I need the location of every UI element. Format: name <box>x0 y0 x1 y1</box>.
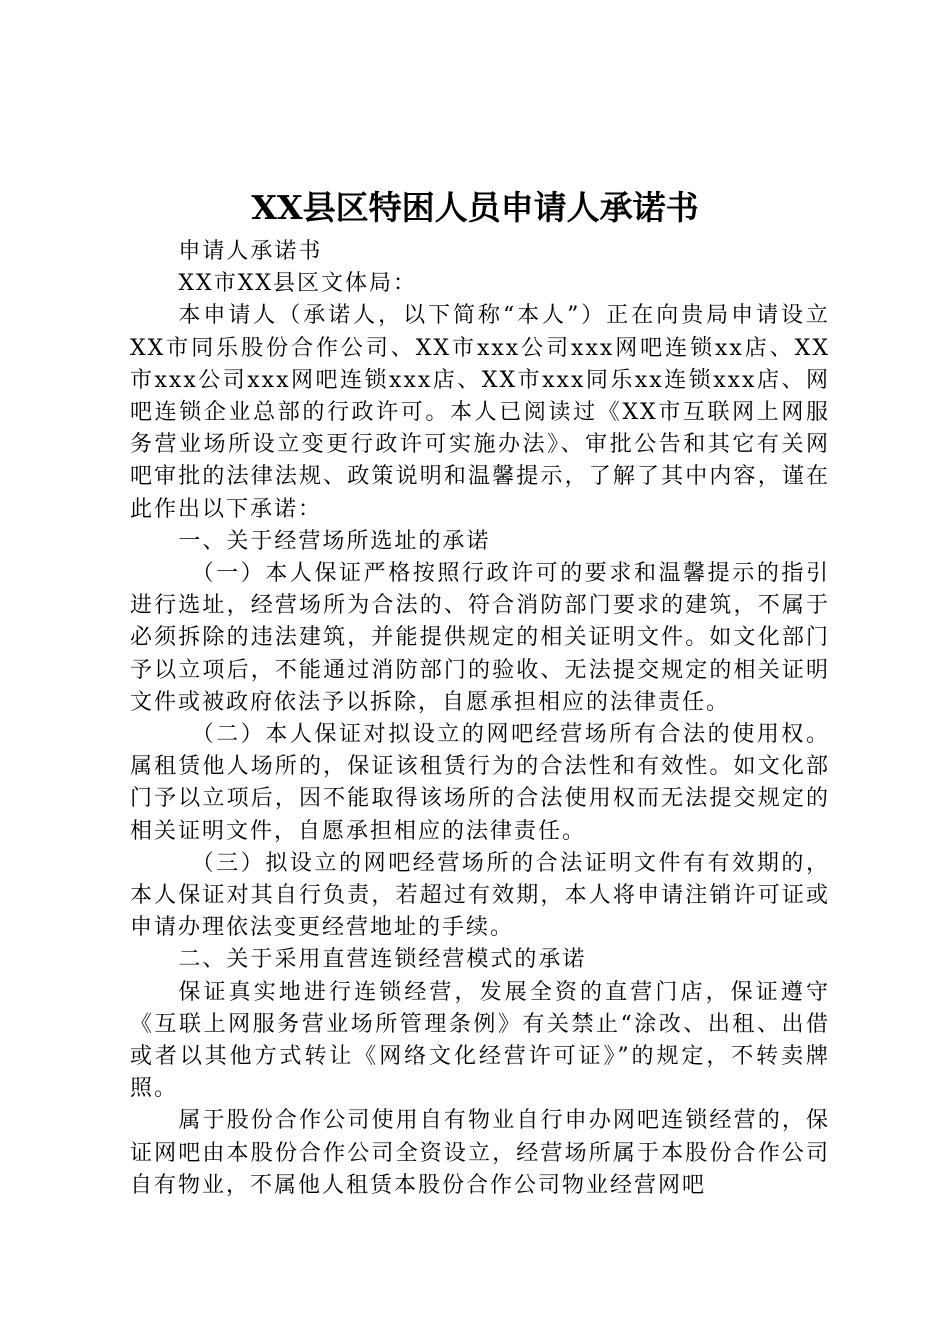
clause-2: （二）本人保证对拟设立的网吧经营场所有合法的使用权。属租赁他人场所的，保证该租赁行为的合法性和有效性。如文化部门予以立项后，因不能取得该场所的合法使用权而无法提交规定的相关证明文件，自愿承担相应的法律责任。 <box>130 722 830 844</box>
paragraph-chain-2: 属于股份合作公司使用自有物业自行申办网吧连锁经营的，保证网吧由本股份合作公司全资设立，经营场所属于本股份合作公司自有物业，不属他人租赁本股份合作公司物业经营网吧 <box>130 1108 830 1198</box>
document-body <box>130 236 830 1202</box>
paragraph-chain-1: 保证真实地进行连锁经营，发展全资的直营门店，保证遵守《互联上网服务营业场所管理条例》有关禁止“涂改、出租、出借或者以其他方式转让《网络文化经营许可证》”的规定，不转卖牌照。 <box>130 979 830 1102</box>
clause-3: （三）拟设立的网吧经营场所的合法证明文件有有效期的，本人保证对其自行负责，若超过有效期，本人将申请注销许可证或申请办理依法变更经营地址的手续。 <box>130 850 830 941</box>
paragraph-heading: 申请人承诺书 <box>178 239 323 264</box>
paragraph-addressee: XX市XX县区文体局： <box>178 271 418 297</box>
paragraph-intro: 本申请人（承诺人，以下简称“本人”）正在向贵局申请设立XX市同乐股份合作公司、XX市xxx公司xxx网吧连锁xx店、XX市xxx公司xxx网吧连锁xxx店、XX市xxx同乐xx连锁xxx店、网吧连锁企业总部的行政许可。本人已阅读过《XX市互联网上网服务营业场所设立变更行政许可实施办法》、审批公告和其它有关网吧审批的法律法规、政策说明和温馨提示，了解了其中内容，谨在此作出以下承诺： <box>130 303 830 522</box>
clause-1: （一）本人保证严格按照行政许可的要求和温馨提示的指引进行选址，经营场所为合法的、符合消防部门要求的建筑，不属于必须拆除的违法建筑，并能提供规定的相关证明文件。如文化部门予以立项后，不能通过消防部门的验收、无法提交规定的相关证明文件或被政府依法予以拆除，自愿承担相应的法律责任。 <box>130 561 830 715</box>
section-heading-chain: 二、关于采用直营连锁经营模式的承诺 <box>178 947 587 973</box>
section-heading-site: 一、关于经营场所选址的承诺 <box>178 528 491 554</box>
document-title: XX县区特困人员申请人承诺书 <box>251 188 699 227</box>
